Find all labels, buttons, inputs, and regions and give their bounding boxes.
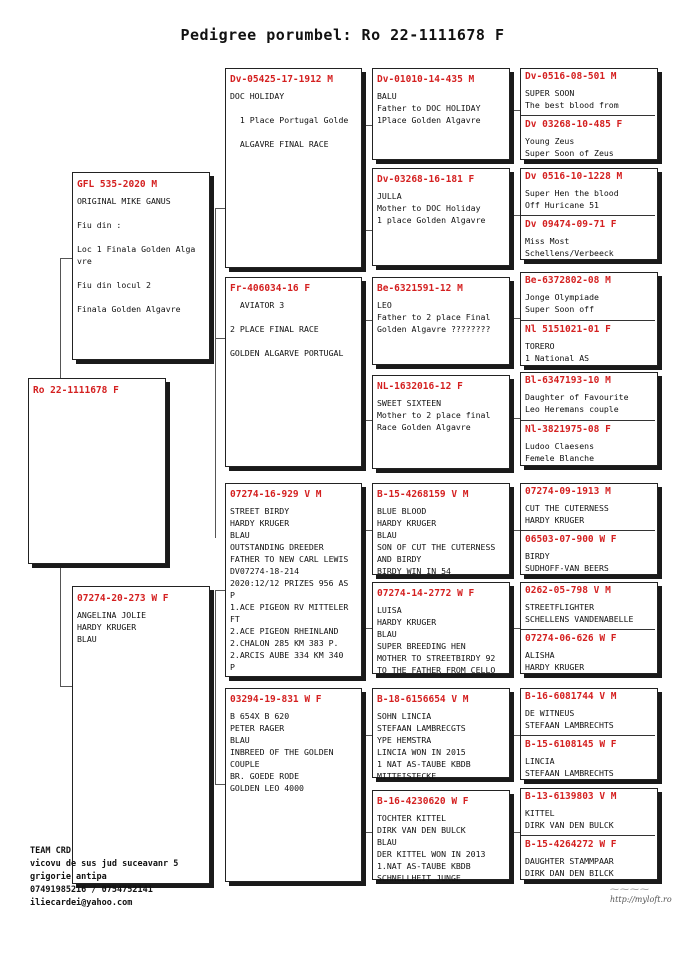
detail-line: HARDY KRUGER xyxy=(377,617,437,627)
detail-line: YPE HEMSTRA xyxy=(377,735,432,745)
pigeon-entry xyxy=(521,835,655,877)
detail-line: DAUGHTER STAMMPAAR xyxy=(525,856,614,866)
connector-line xyxy=(215,784,225,785)
detail-line: Father to 2 place Final xyxy=(377,312,491,322)
detail-line: vre xyxy=(77,256,92,266)
pigeon-entry xyxy=(377,174,507,261)
detail-line: INBREED OF THE GOLDEN xyxy=(230,747,334,757)
connector-line xyxy=(362,320,372,321)
detail-line: 2.CHALON 285 KM 383 P. xyxy=(230,638,339,648)
detail-line: 1 National AS xyxy=(525,353,590,363)
pigeon-entry xyxy=(377,283,507,360)
grandparent-box xyxy=(225,68,362,268)
connector-line xyxy=(215,590,216,784)
detail-line: ORIGINAL MIKE GANUS xyxy=(77,196,171,206)
detail-line: Young Zeus xyxy=(525,136,575,146)
detail-line: Femele Blanche xyxy=(525,453,595,463)
pigeon-entry xyxy=(525,691,655,733)
detail-line: Fiu din locul 2 xyxy=(77,280,151,290)
pigeon-entry xyxy=(521,215,655,257)
great-grandparent-box xyxy=(372,688,510,781)
ring-number: B-15-4268159 V M xyxy=(377,489,469,500)
dam-box xyxy=(72,586,210,884)
detail-line: MITTEISTECKE xyxy=(377,771,437,781)
great-grandparent-box xyxy=(372,168,510,266)
detail-line: TOCHTER KITTEL xyxy=(377,813,447,823)
detail-line: Super Soon of Zeus xyxy=(525,148,614,158)
detail-line: DOC HOLIDAY xyxy=(230,91,285,101)
detail-line: DE WITNEUS xyxy=(525,708,575,718)
dam-id: 07274-20-273 W F xyxy=(77,593,169,604)
pigeon-entry xyxy=(525,791,655,833)
detail-line: GOLDEN ALGARVE PORTUGAL xyxy=(230,348,344,358)
ring-number: Dv 09474-09-71 F xyxy=(525,219,617,230)
ring-number: Dv-05425-17-1912 M xyxy=(230,74,333,85)
detail-line: Miss Most xyxy=(525,236,570,246)
detail-line: STREETFLIGHTER xyxy=(525,602,595,612)
pigeon-entry xyxy=(377,381,507,464)
detail-line: 2 PLACE FINAL RACE xyxy=(230,324,319,334)
pigeon-entry xyxy=(525,171,655,213)
pigeon-entry xyxy=(521,420,655,463)
detail-line xyxy=(230,311,359,323)
detail-line: OUTSTANDING DREEDER xyxy=(230,542,324,552)
detail-line: TO THE FATHER FROM CELLO xyxy=(377,665,496,675)
detail-line: 1 place Golden Algavre xyxy=(377,215,486,225)
signature-logo: ⁓⁓⁓⁓ xyxy=(610,885,650,895)
pigeon-entry xyxy=(377,796,507,883)
detail-line: 1.NAT AS-TAUBE KBDB xyxy=(377,861,471,871)
detail-line: 1Place Golden Algavre xyxy=(377,115,481,125)
detail-line: BIRDY WIN IN 54 xyxy=(377,566,451,576)
grandparent-box xyxy=(225,688,362,882)
detail-line xyxy=(77,291,207,303)
detail-line xyxy=(77,231,207,243)
detail-line: Race Golden Algavre xyxy=(377,422,471,432)
detail-line: Mother to 2 place final xyxy=(377,410,491,420)
ring-number: B-18-6156654 V M xyxy=(377,694,469,705)
pigeon-entry xyxy=(521,115,655,157)
detail-line: DIRK VAN DEN BULCK xyxy=(377,825,466,835)
gggp-pair-box xyxy=(520,788,658,880)
connector-line xyxy=(362,420,372,421)
pigeon-entry xyxy=(525,275,655,318)
page-title: Pedigree porumbel: Ro 22-1111678 F xyxy=(180,26,505,44)
connector-line xyxy=(60,258,72,259)
detail-line: P xyxy=(230,662,235,672)
dam-details xyxy=(77,609,207,645)
ring-number: Dv 03268-10-485 F xyxy=(525,119,623,130)
pigeon-entry xyxy=(230,694,359,877)
detail-line: STREET BIRDY xyxy=(230,506,290,516)
detail-line: HARDY KRUGER xyxy=(77,622,137,632)
pigeon-entry xyxy=(521,629,655,671)
detail-line xyxy=(77,267,207,279)
connector-line xyxy=(215,338,225,339)
connector-line xyxy=(362,735,372,736)
pigeon-entry xyxy=(521,530,655,572)
breeder-contact xyxy=(30,845,178,910)
pigeon-entry xyxy=(377,588,507,675)
ring-number: Dv-03268-16-181 F xyxy=(377,174,475,185)
gggp-pair-box xyxy=(520,68,658,160)
connector-line xyxy=(510,418,520,419)
pigeon-entry xyxy=(525,375,655,418)
pigeon-entry xyxy=(521,735,655,777)
detail-line: Father to DOC HOLIDAY xyxy=(377,103,481,113)
detail-line: SCHNELLHEIT JUNGE xyxy=(377,873,461,883)
connector-line xyxy=(215,590,225,591)
pigeon-entry xyxy=(377,489,507,576)
detail-line: ALISHA xyxy=(525,650,555,660)
ring-number: B-16-4230620 W F xyxy=(377,796,469,807)
detail-line: Leo Heremans couple xyxy=(525,404,619,414)
pigeon-entry xyxy=(230,74,359,263)
detail-line: FATHER TO NEW CARL LEWIS xyxy=(230,554,349,564)
great-grandparent-box xyxy=(372,68,510,160)
connector-line xyxy=(215,208,225,209)
gggp-pair-box xyxy=(520,582,658,674)
detail-line: Mother to DOC Holiday xyxy=(377,203,481,213)
detail-line: SON OF CUT THE CUTERNESS xyxy=(377,542,496,552)
detail-line: P xyxy=(230,590,235,600)
detail-line: LEO xyxy=(377,300,392,310)
ring-number: B-15-4264272 W F xyxy=(525,839,617,850)
ring-number: Dv-01010-14-435 M xyxy=(377,74,475,85)
detail-line: HARDY KRUGER xyxy=(377,518,437,528)
detail-line: LINCIA xyxy=(525,756,555,766)
detail-line: Jonge Olympiade xyxy=(525,292,599,302)
ring-number: B-13-6139803 V M xyxy=(525,791,617,802)
detail-line: MOTHER TO STREETBIRDY 92 xyxy=(377,653,496,663)
connector-line xyxy=(215,208,216,538)
detail-line: SUDHOFF-VAN BEERS xyxy=(525,563,609,573)
sire-id: GFL 535-2020 M xyxy=(77,179,158,190)
ring-number: 0262-05-798 V M xyxy=(525,585,611,596)
detail-line: Super Hen the blood xyxy=(525,188,619,198)
detail-line: FT xyxy=(230,614,240,624)
detail-line: Ludoo Claesens xyxy=(525,441,595,451)
great-grandparent-box xyxy=(372,790,510,883)
phone: 07491985216 / 0754752141 xyxy=(30,885,153,895)
ring-number: Be-6372802-08 M xyxy=(525,275,611,286)
pigeon-entry xyxy=(230,489,359,672)
detail-line: Finala Golden Algavre xyxy=(77,304,181,314)
detail-line: BLAU xyxy=(77,634,97,644)
grandparent-box xyxy=(225,277,362,467)
detail-line: Schellens/Verbeeck xyxy=(525,248,614,258)
detail-line: DIRK DAN DEN BILCK xyxy=(525,868,614,878)
pigeon-entry xyxy=(377,694,507,781)
connector-line xyxy=(510,530,520,531)
great-grandparent-box xyxy=(372,277,510,365)
detail-line: DIRK VAN DEN BULCK xyxy=(525,820,614,830)
detail-line xyxy=(230,102,359,114)
detail-line: 1 Place Portugal Golde xyxy=(230,115,349,125)
detail-line: BLAU xyxy=(377,530,397,540)
ring-number: Dv 0516-10-1228 M xyxy=(525,171,623,182)
detail-line: SUPER BREEDING HEN xyxy=(377,641,466,651)
detail-line: CUT THE CUTERNESS xyxy=(525,503,609,513)
detail-line: 2020:12/12 PRIZES 956 AS xyxy=(230,578,349,588)
detail-line: SCHELLENS VANDENABELLE xyxy=(525,614,634,624)
pigeon-entry xyxy=(377,74,507,155)
subject-id: Ro 22-1111678 F xyxy=(33,385,119,396)
ring-number: Fr-406034-16 F xyxy=(230,283,311,294)
detail-line: BIRDY xyxy=(525,551,550,561)
connector-line xyxy=(362,628,372,629)
detail-line: STEFAAN LAMBRECGTS xyxy=(377,723,466,733)
detail-line: LINCIA WON IN 2015 xyxy=(377,747,466,757)
detail-line: STEFAAN LAMBRECHTS xyxy=(525,768,614,778)
address: vicovu de sus jud suceavanr 5 xyxy=(30,859,179,869)
detail-line: TORERO xyxy=(525,341,555,351)
detail-line: 1 NAT AS-TAUBE KBDB xyxy=(377,759,471,769)
detail-line: Golden Algavre ???????? xyxy=(377,324,491,334)
detail-line: HARDY KRUGER xyxy=(230,518,290,528)
detail-line: Super Soon off xyxy=(525,304,595,314)
email: iliecardei@yahoo.com xyxy=(30,898,133,908)
team-name: TEAM CRD xyxy=(30,846,71,856)
gggp-pair-box xyxy=(520,168,658,260)
detail-line: HARDY KRUGER xyxy=(525,515,585,525)
connector-line xyxy=(362,125,372,126)
detail-line: HARDY KRUGER xyxy=(525,662,585,672)
great-grandparent-box xyxy=(372,582,510,674)
detail-line: SOHN LINCIA xyxy=(377,711,432,721)
gggp-pair-box xyxy=(520,483,658,575)
pigeon-entry xyxy=(521,320,655,363)
great-grandparent-box xyxy=(372,375,510,469)
detail-line: COUPLE xyxy=(230,759,260,769)
connector-line xyxy=(362,230,372,231)
ring-number: 06503-07-900 W F xyxy=(525,534,617,545)
detail-line: LUISA xyxy=(377,605,402,615)
ring-number: NL-1632016-12 F xyxy=(377,381,463,392)
detail-line: Off Huricane 51 xyxy=(525,200,599,210)
detail-line: ALGAVRE FINAL RACE xyxy=(230,139,329,149)
gggp-pair-box xyxy=(520,688,658,780)
ring-number: Dv-0516-08-501 M xyxy=(525,71,617,82)
detail-line xyxy=(230,126,359,138)
gggp-pair-box xyxy=(520,372,658,466)
pigeon-entry xyxy=(230,283,359,462)
site-signature xyxy=(610,885,672,904)
sire-box xyxy=(72,172,210,360)
ring-number: B-15-6108145 W F xyxy=(525,739,617,750)
detail-line: GOLDEN LEO 4000 xyxy=(230,783,304,793)
detail-line: PETER RAGER xyxy=(230,723,285,733)
detail-line: BLAU xyxy=(230,735,250,745)
detail-line: KITTEL xyxy=(525,808,555,818)
ring-number: Nl 5151021-01 F xyxy=(525,324,611,335)
detail-line: BLAU xyxy=(377,837,397,847)
detail-line: Daughter of Favourite xyxy=(525,392,629,402)
ring-number: Bl-6347193-10 M xyxy=(525,375,611,386)
ring-number: 03294-19-831 W F xyxy=(230,694,322,705)
detail-line: Fiu din : xyxy=(77,220,122,230)
connector-line xyxy=(510,110,520,111)
detail-line: BLAU xyxy=(230,530,250,540)
ring-number: B-16-6081744 V M xyxy=(525,691,617,702)
detail-line: 2.ARCIS AUBE 334 KM 340 xyxy=(230,650,344,660)
site-url[interactable]: http://myloft.ro xyxy=(610,895,672,904)
grandparent-box xyxy=(225,483,362,677)
subject-box xyxy=(28,378,166,564)
pigeon-entry xyxy=(525,585,655,627)
connector-line xyxy=(362,832,372,833)
detail-line: BLUE BLOOD xyxy=(377,506,427,516)
ring-number: 07274-14-2772 W F xyxy=(377,588,475,599)
detail-line: DER KITTEL WON IN 2013 xyxy=(377,849,486,859)
detail-line: DV07274-18-214 xyxy=(230,566,300,576)
detail-line: AND BIRDY xyxy=(377,554,422,564)
connector-line xyxy=(362,530,372,531)
connector-line xyxy=(510,832,520,833)
ring-number: 07274-09-1913 M xyxy=(525,486,611,497)
detail-line: SWEET SIXTEEN xyxy=(377,398,442,408)
detail-line xyxy=(230,335,359,347)
breeder-name: grigorie antipa xyxy=(30,872,107,882)
ring-number: Be-6321591-12 M xyxy=(377,283,463,294)
detail-line: JULLA xyxy=(377,191,402,201)
connector-line xyxy=(60,686,72,687)
detail-line xyxy=(77,207,207,219)
sire-details xyxy=(77,195,207,315)
ring-number: 07274-06-626 W F xyxy=(525,633,617,644)
detail-line: B 654X B 620 xyxy=(230,711,290,721)
detail-line: The best blood from xyxy=(525,100,619,110)
connector-line xyxy=(510,735,520,736)
detail-line: AVIATOR 3 xyxy=(230,300,285,310)
connector-line xyxy=(510,318,520,319)
detail-line: SUPER SOON xyxy=(525,88,575,98)
detail-line: Loc 1 Finala Golden Alga xyxy=(77,244,196,254)
gggp-pair-box xyxy=(520,272,658,366)
detail-line: STEFAAN LAMBRECHTS xyxy=(525,720,614,730)
connector-line xyxy=(510,215,520,216)
detail-line: BR. GOEDE RODE xyxy=(230,771,300,781)
ring-number: Nl-3821975-08 F xyxy=(525,424,611,435)
detail-line: ANGELINA JOLIE xyxy=(77,610,147,620)
connector-line xyxy=(510,628,520,629)
detail-line: 1.ACE PIGEON RV MITTELER xyxy=(230,602,349,612)
detail-line: BALU xyxy=(377,91,397,101)
pigeon-entry xyxy=(525,71,655,113)
ring-number: 07274-16-929 V M xyxy=(230,489,322,500)
pigeon-entry xyxy=(525,486,655,528)
great-grandparent-box xyxy=(372,483,510,575)
detail-line: 2.ACE PIGEON RHEINLAND xyxy=(230,626,339,636)
detail-line: BLAU xyxy=(377,629,397,639)
